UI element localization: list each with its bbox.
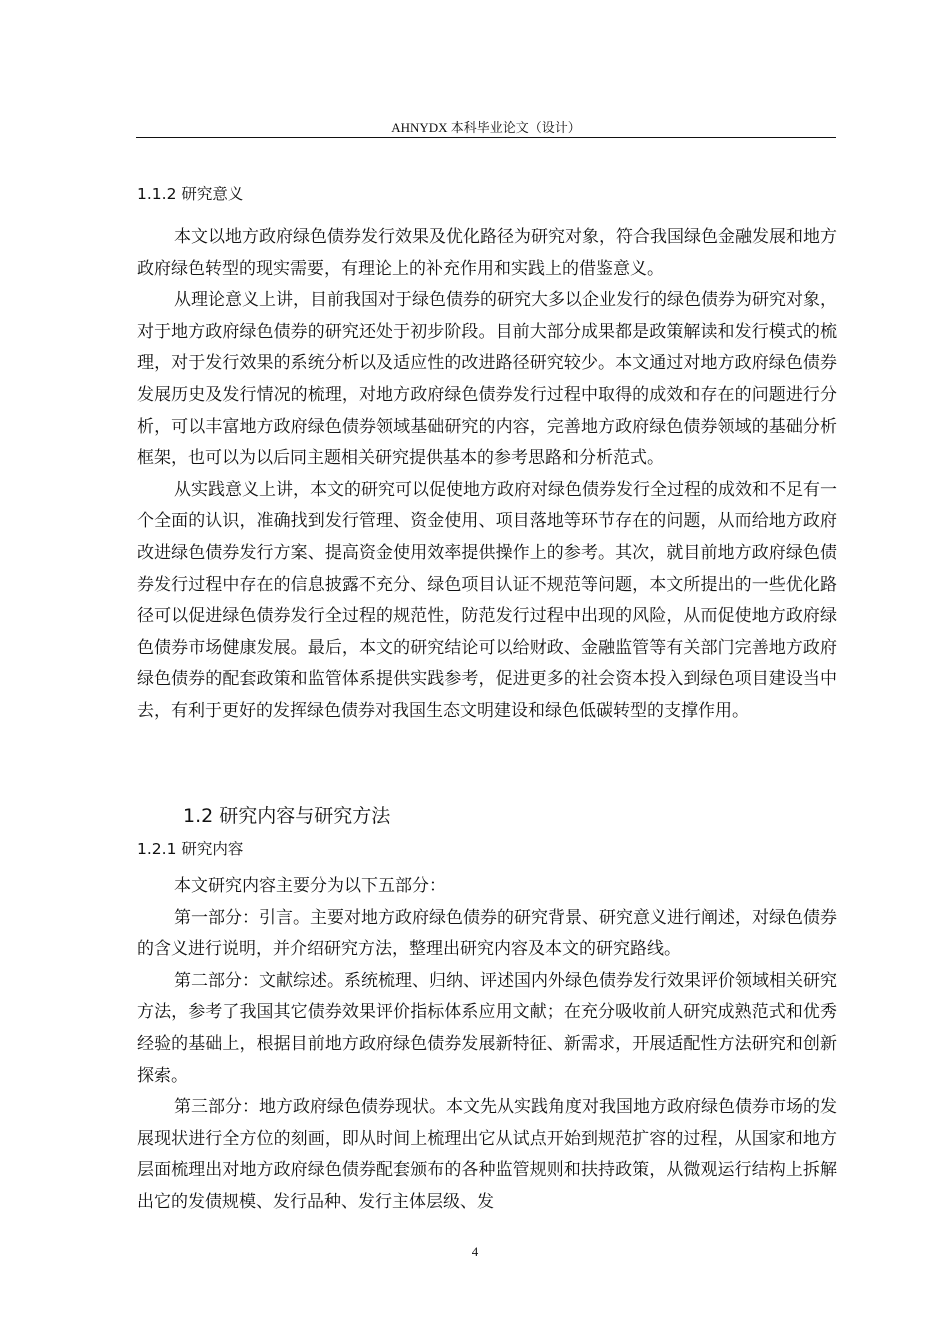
section-1-1-2-body [137,222,837,728]
section-1-2-1-body [137,871,837,1219]
paragraph: 第二部分：文献综述。系统梳理、归纳、评述国内外绿色债券发行效果评价领域相关研究方法，参考了我国其它债券效果评价指标体系应用文献；在充分吸收前人研究成熟范式和优秀经验的基础上，根据目前地方政府绿色债券发展新特征、新需求，开展适配性方法研究和创新探索。 [137,970,837,1086]
paragraph: 从实践意义上讲，本文的研究可以促使地方政府对绿色债券发行全过程的成效和不足有一个全面的认识，准确找到发行管理、资金使用、项目落地等环节存在的问题，从而给地方政府改进绿色债券发行方案、提高资金使用效率提供操作上的参考。其次，就目前地方政府绿色债券发行过程中存在的信息披露不充分、绿色项目认证不规范等问题，本文所提出的一些优化路径可以促进绿色债券发行全过程的规范性，防范发行过程中出现的风险，从而促使地方政府绿色债券市场健康发展。最后，本文的研究结论可以给财政、金融监管等有关部门完善地方政府绿色债券的配套政策和监管体系提供实践参考，促进更多的社会资本投入到绿色项目建设当中去，有利于更好的发挥绿色债券对我国生态文明建设和绿色低碳转型的支撑作用。 [137,479,837,721]
paragraph: 第三部分：地方政府绿色债券现状。本文先从实践角度对我国地方政府绿色债券市场的发展现状进行全方位的刻画，即从时间上梳理出它从试点开始到规范扩容的过程，从国家和地方层面梳理出对地方政府绿色债券配套颁布的各种监管规则和扶持政策，从微观运行结构上拆解出它的发债规模、发行品种、发行主体层级、发 [137,1097,837,1212]
section-heading-1-1-2: 1.1.2 研究意义 [137,185,244,203]
running-header: AHNYDX 本科毕业论文（设计） [391,120,581,135]
paragraph: 从理论意义上讲，目前我国对于绿色债券的研究大多以企业发行的绿色债券为研究对象，对于地方政府绿色债券的研究还处于初步阶段。目前大部分成果都是政策解读和发行模式的梳理，对于发行效果的系统分析以及适应性的改进路径研究较少。本文通过对地方政府绿色债券发展历史及发行情况的梳理，对地方政府绿色债券发行过程中取得的成效和存在的问题进行分析，可以丰富地方政府绿色债券领域基础研究的内容，完善地方政府绿色债券领域的基础分析框架，也可以为以后同主题相关研究提供基本的参考思路和分析范式。 [137,290,837,469]
paragraph: 本文以地方政府绿色债券发行效果及优化路径为研究对象，符合我国绿色金融发展和地方政府绿色转型的现实需要，有理论上的补充作用和实践上的借鉴意义。 [137,227,837,279]
section-heading-1-2: 1.2 研究内容与研究方法 [183,805,391,827]
paragraph: 第一部分：引言。主要对地方政府绿色债券的研究背景、研究意义进行阐述，对绿色债券的含义进行说明，并介绍研究方法，整理出研究内容及本文的研究路线。 [137,907,837,960]
header-divider [136,137,836,138]
page-number: 4 [471,1244,479,1259]
section-heading-1-2-1: 1.2.1 研究内容 [137,840,244,858]
paragraph: 本文研究内容主要分为以下五部分： [174,876,446,896]
